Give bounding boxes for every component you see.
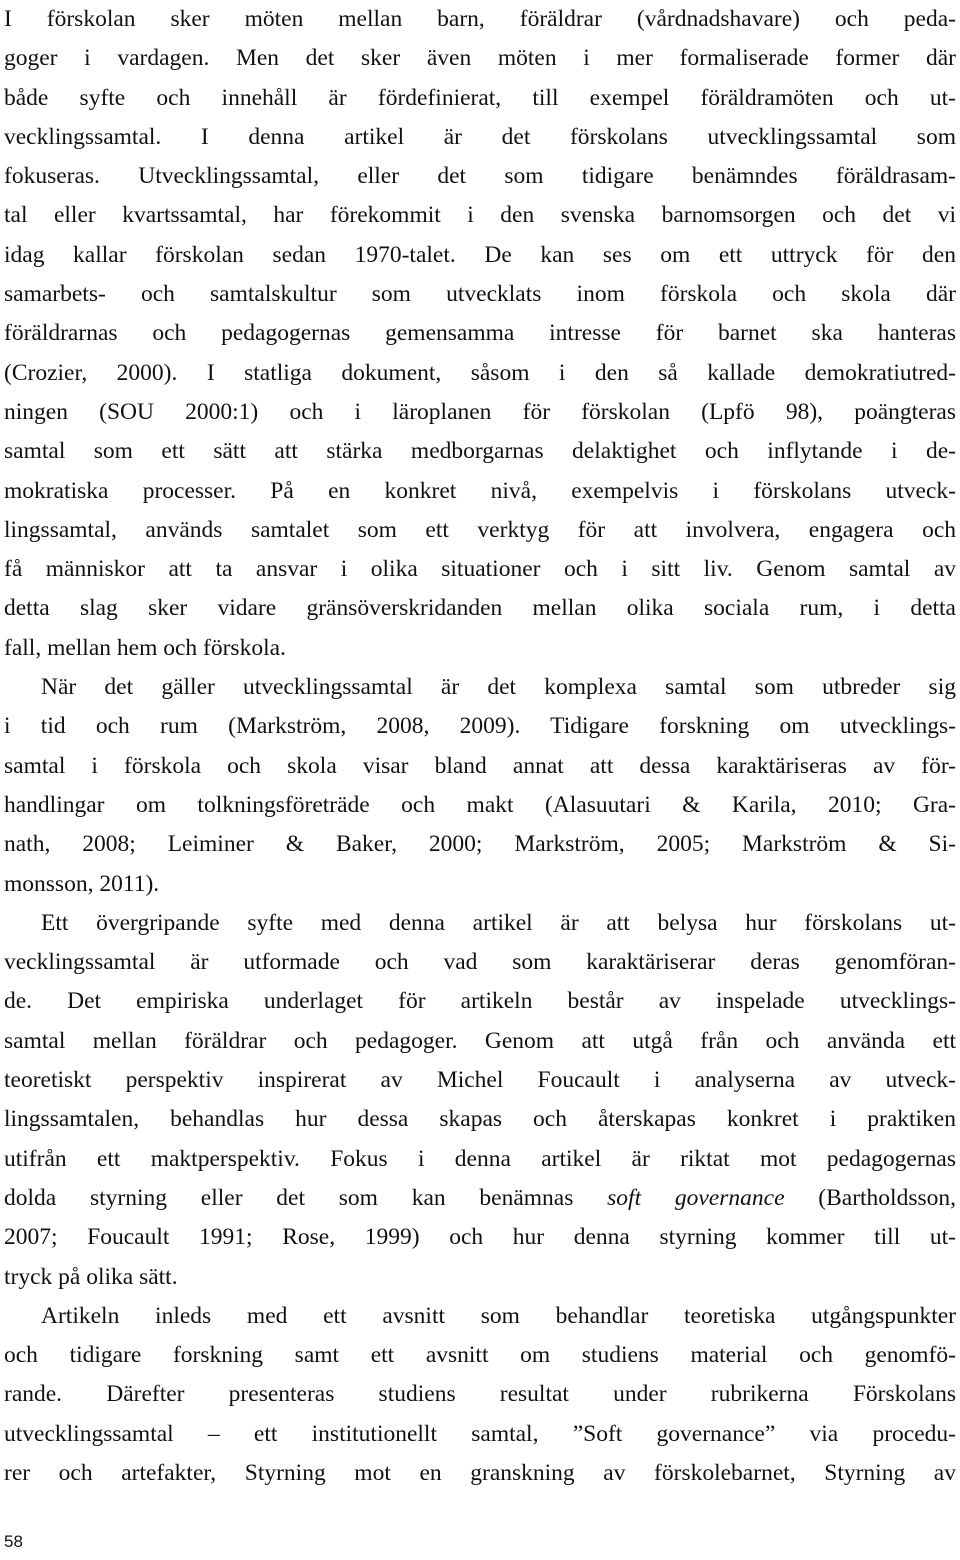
- text-line: samtal i förskola och skola visar bland annat att dessa karaktäriseras av för-: [4, 752, 956, 779]
- text-line: rande. Därefter presenteras studiens resultat under rubrikerna Förskolans: [4, 1381, 956, 1408]
- text-line: Artikeln inleds med ett avsnitt som behandlar teoretiska utgångspunkter: [41, 1302, 956, 1329]
- text-line: I förskolan sker möten mellan barn, föräldrar (vårdnadshavare) och peda-: [4, 6, 956, 32]
- italic-term: soft governance: [607, 1184, 785, 1211]
- text-line: fokuseras. Utvecklingssamtal, eller det som tidigare benämndes föräldrasam-: [4, 163, 956, 190]
- text-line: utvecklingssamtal – ett institutionellt samtal, ”Soft governance” via procedu-: [4, 1420, 956, 1447]
- text-line: både syfte och innehåll är fördefinierat, till exempel föräldramöten och ut-: [4, 84, 956, 111]
- text-line: handlingar om tolkningsföreträde och makt (Alasuutari & Karila, 2010; Gra-: [4, 791, 956, 818]
- text-line: Ett övergripande syfte med denna artikel är att belysa hur förskolans ut-: [41, 909, 956, 936]
- text-line: samarbets- och samtalskultur som utvecklats inom förskola och skola där: [4, 281, 956, 308]
- text-segment: dolda styrning eller det som kan benämnas: [4, 1184, 608, 1211]
- text-line: idag kallar förskolan sedan 1970-talet. De kan ses om ett uttryck för den: [4, 241, 956, 268]
- text-line: ningen (SOU 2000:1) och i läroplanen för förskolan (Lpfö 98), poängteras: [4, 398, 956, 425]
- page-number: 58: [4, 1532, 23, 1551]
- text-line: i tid och rum (Markström, 2008, 2009). Tidigare forskning om utvecklings-: [4, 713, 956, 740]
- text-line: goger i vardagen. Men det sker även möten i mer formaliserade former där: [4, 45, 956, 72]
- text-line: vecklingssamtal. I denna artikel är det förskolans utvecklingssamtal som: [4, 123, 956, 150]
- text-line: nath, 2008; Leiminer & Baker, 2000; Markström, 2005; Markström & Si-: [4, 831, 956, 858]
- text-segment: (Bartholdsson,: [784, 1184, 956, 1211]
- text-line: När det gäller utvecklingssamtal är det komplexa samtal som utbreder sig: [41, 674, 956, 701]
- text-line: utifrån ett maktperspektiv. Fokus i denna artikel är riktat mot pedagogernas: [4, 1145, 956, 1172]
- text-line: teoretiskt perspektiv inspirerat av Michel Foucault i analyserna av utveck-: [4, 1067, 956, 1094]
- text-line: samtal mellan föräldrar och pedagoger. Genom att utgå från och använda ett: [4, 1027, 956, 1054]
- text-line: fall, mellan hem och förskola.: [4, 634, 286, 661]
- text-line: lingssamtal, används samtalet som ett verktyg för att involvera, engagera och: [4, 516, 956, 543]
- text-line: rer och artefakter, Styrning mot en granskning av förskolebarnet, Styrning av: [4, 1459, 956, 1486]
- text-line: (Crozier, 2000). I statliga dokument, såsom i den så kallade demokratiutred-: [4, 359, 956, 386]
- text-line: de. Det empiriska underlaget för artikeln består av inspelade utvecklings-: [4, 988, 956, 1015]
- text-line: få människor att ta ansvar i olika situationer och i sitt liv. Genom samtal av: [4, 556, 956, 583]
- text-line: monsson, 2011).: [4, 870, 160, 897]
- text-line: samtal som ett sätt att stärka medborgarnas delaktighet och inflytande i de-: [4, 438, 956, 465]
- text-line: 2007; Foucault 1991; Rose, 1999) och hur denna styrning kommer till ut-: [4, 1224, 956, 1251]
- text-line: föräldrarnas och pedagogernas gemensamma intresse för barnet ska hanteras: [4, 320, 956, 347]
- text-line: mokratiska processer. På en konkret nivå, exempelvis i förskolans utveck-: [4, 477, 956, 504]
- text-line: lingssamtalen, behandlas hur dessa skapas och återskapas konkret i praktiken: [4, 1106, 956, 1133]
- text-line: vecklingssamtal är utformade och vad som karaktäriserar deras genomföran-: [4, 949, 956, 976]
- text-line: detta slag sker vidare gränsöverskridanden mellan olika sociala rum, i detta: [4, 595, 956, 622]
- text-line: [4, 1179, 956, 1218]
- body-text: [4, 0, 956, 1493]
- text-line: tryck på olika sätt.: [4, 1263, 178, 1290]
- text-line: och tidigare forskning samt ett avsnitt om studiens material och genomfö-: [4, 1342, 956, 1369]
- text-line: tal eller kvartssamtal, har förekommit i den svenska barnomsorgen och det vi: [4, 202, 956, 229]
